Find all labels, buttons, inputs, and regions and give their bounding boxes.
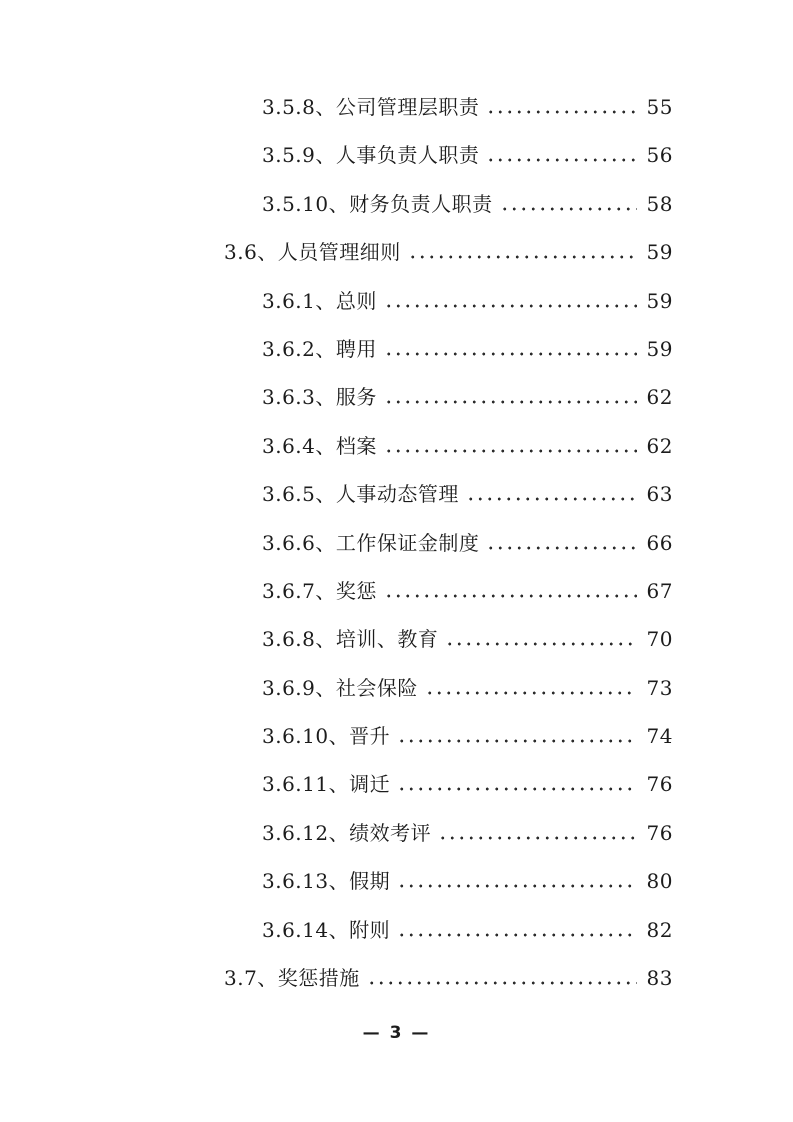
toc-entry-page: 83	[646, 966, 673, 991]
dot-leader	[397, 787, 636, 791]
toc-entry-page: 80	[646, 869, 673, 894]
table-of-contents	[224, 83, 673, 1002]
toc-entry	[224, 954, 673, 1002]
toc-entry	[224, 809, 673, 857]
toc-entry-page: 62	[646, 433, 673, 458]
toc-entry	[224, 373, 673, 421]
dot-leader	[486, 158, 636, 162]
toc-entry-page: 70	[646, 627, 673, 652]
page-number-footer: — 3 —	[362, 1023, 431, 1043]
toc-entry	[224, 906, 673, 954]
dot-leader	[438, 836, 636, 840]
toc-entry-label: 3.6.7、奖惩	[262, 578, 377, 603]
dot-leader	[384, 594, 637, 598]
dot-leader	[500, 207, 637, 211]
toc-entry-label: 3.6.10、晋升	[262, 724, 391, 749]
toc-entry-label: 3.6.13、假期	[262, 869, 391, 894]
toc-entry	[224, 615, 673, 663]
toc-entry-page: 67	[646, 578, 673, 603]
dot-leader	[466, 497, 637, 501]
toc-entry-page: 76	[646, 772, 673, 797]
toc-entry	[224, 180, 673, 228]
toc-entry-page: 59	[646, 336, 673, 361]
toc-entry	[224, 567, 673, 615]
toc-entry-label: 3.6.12、绩效考评	[262, 820, 432, 845]
dot-leader	[425, 691, 637, 695]
toc-entry	[224, 131, 673, 179]
toc-entry-page: 59	[646, 288, 673, 313]
toc-entry-page: 74	[646, 724, 673, 749]
toc-entry	[224, 277, 673, 325]
toc-entry-label: 3.6.11、调迁	[262, 772, 391, 797]
toc-entry-label: 3.6.4、档案	[262, 433, 377, 458]
toc-entry-label: 3.6.6、工作保证金制度	[262, 530, 480, 555]
toc-entry	[224, 664, 673, 712]
dot-leader	[397, 739, 636, 743]
dot-leader	[384, 449, 637, 453]
dot-leader	[384, 400, 637, 404]
toc-entry-page: 59	[646, 240, 673, 265]
dot-leader	[384, 352, 637, 356]
toc-entry-page: 56	[646, 143, 673, 168]
toc-entry	[224, 422, 673, 470]
dot-leader	[445, 642, 636, 646]
toc-entry-label: 3.6.14、附则	[262, 917, 391, 942]
toc-entry	[224, 519, 673, 567]
toc-entry-page: 73	[646, 675, 673, 700]
toc-entry-label: 3.6.5、人事动态管理	[262, 482, 459, 507]
toc-entry	[224, 83, 673, 131]
toc-entry	[224, 470, 673, 518]
dot-leader	[397, 933, 636, 937]
toc-entry-label: 3.6.8、培训、教育	[262, 627, 439, 652]
toc-entry-page: 82	[646, 917, 673, 942]
dot-leader	[486, 110, 636, 114]
toc-entry-label: 3.5.10、财务负责人职责	[262, 191, 493, 216]
toc-entry-page: 58	[646, 191, 673, 216]
toc-entry-page: 76	[646, 820, 673, 845]
toc-entry-label: 3.6.2、聘用	[262, 336, 377, 361]
toc-entry	[224, 857, 673, 905]
toc-entry-page: 62	[646, 385, 673, 410]
toc-entry	[224, 228, 673, 276]
toc-entry-page: 63	[646, 482, 673, 507]
toc-entry	[224, 712, 673, 760]
toc-entry	[224, 325, 673, 373]
toc-entry-label: 3.5.8、公司管理层职责	[262, 95, 480, 119]
toc-entry-label: 3.7、奖惩措施	[224, 966, 360, 991]
dot-leader	[408, 255, 637, 259]
toc-entry-label: 3.6、人员管理细则	[224, 240, 401, 265]
toc-entry	[224, 760, 673, 808]
dot-leader	[397, 884, 636, 888]
toc-entry-page: 55	[646, 95, 673, 119]
toc-entry-label: 3.6.1、总则	[262, 288, 377, 313]
toc-entry-label: 3.6.3、服务	[262, 385, 377, 410]
toc-entry-label: 3.6.9、社会保险	[262, 675, 418, 700]
toc-entry-page: 66	[646, 530, 673, 555]
dot-leader	[384, 304, 637, 308]
toc-entry-label: 3.5.9、人事负责人职责	[262, 143, 480, 168]
dot-leader	[367, 981, 637, 985]
dot-leader	[486, 546, 636, 550]
